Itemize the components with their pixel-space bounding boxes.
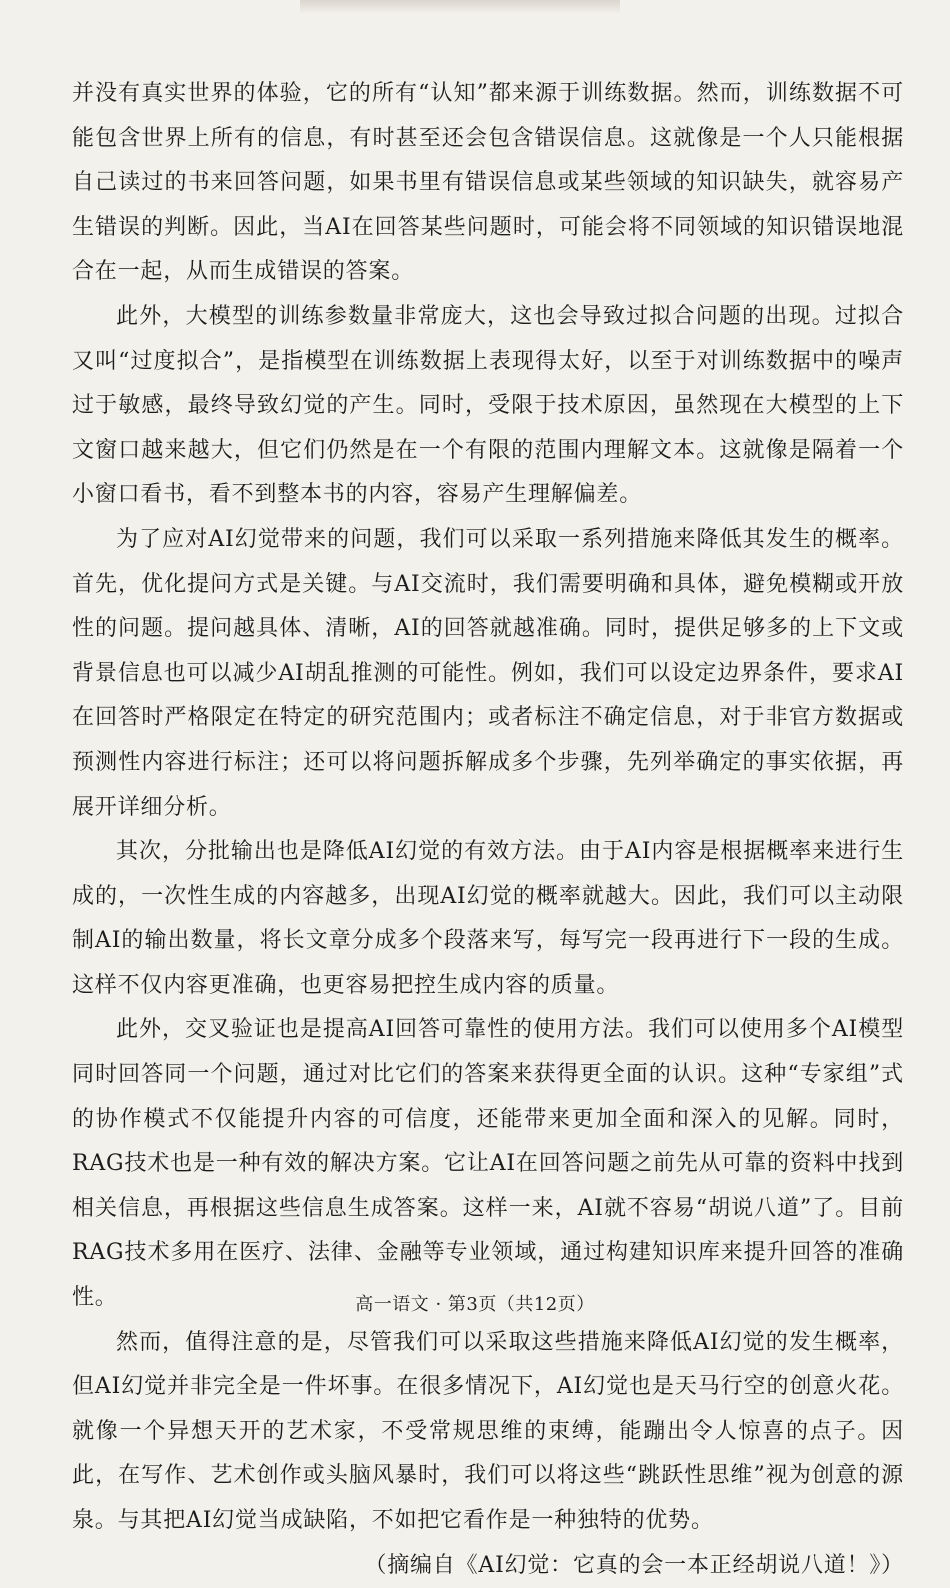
scan-shadow	[300, 0, 620, 14]
article-body	[72, 72, 904, 1588]
paragraph-4: 其次，分批输出也是降低AI幻觉的有效方法。由于AI内容是根据概率来进行生成的，一次性生成的内容越多，出现AI幻觉的概率就越大。因此，我们可以主动限制AI的输出数量，将长文章分成多个段落来写，每写完一段再进行下一段的生成。这样不仅内容更准确，也更容易把控生成内容的质量。	[72, 839, 904, 998]
paragraph-2: 此外，大模型的训练参数量非常庞大，这也会导致过拟合问题的出现。过拟合又叫“过度拟合”，是指模型在训练数据上表现得太好，以至于对训练数据中的噪声过于敏感，最终导致幻觉的产生。同时，受限于技术原因，虽然现在大模型的上下文窗口越来越大，但它们仍然是在一个有限的范围内理解文本。这就像是隔着一个小窗口看书，看不到整本书的内容，容易产生理解偏差。	[72, 303, 904, 508]
page-footer: 高一语文 · 第3页（共12页）	[355, 1294, 595, 1315]
source-citation: （摘编自《AI幻觉：它真的会一本正经胡说八道！》）	[364, 1552, 904, 1578]
paragraph-5: 此外，交叉验证也是提高AI回答可靠性的使用方法。我们可以使用多个AI模型同时回答同一个问题，通过对比它们的答案来获得更全面的认识。这种“专家组”式的协作模式不仅能提升内容的可信度，还能带来更加全面和深入的见解。同时，RAG技术也是一种有效的解决方案。它让AI在回答问题之前先从可靠的资料中找到相关信息，再根据这些信息生成答案。这样一来，AI就不容易“胡说八道”了。目前RAG技术多用在医疗、法律、金融等专业领域，通过构建知识库来提升回答的准确性。	[72, 1017, 904, 1311]
paragraph-3: 为了应对AI幻觉带来的问题，我们可以采取一系列措施来降低其发生的概率。首先，优化提问方式是关键。与AI交流时，我们需要明确和具体，避免模糊或开放性的问题。提问越具体、清晰，AI的回答就越准确。同时，提供足够多的上下文或背景信息也可以减少AI胡乱推测的可能性。例如，我们可以设定边界条件，要求AI在回答时严格限定在特定的研究范围内；或者标注不确定信息，对于非官方数据或预测性内容进行标注；还可以将问题拆解成多个步骤，先列举确定的事实依据，再展开详细分析。	[72, 526, 904, 820]
paragraph-1: 并没有真实世界的体验，它的所有“认知”都来源于训练数据。然而，训练数据不可能包含世界上所有的信息，有时甚至还会包含错误信息。这就像是一个人只能根据自己读过的书来回答问题，如果书里有错误信息或某些领域的知识缺失，就容易产生错误的判断。因此，当AI在回答某些问题时，可能会将不同领域的知识错误地混合在一起，从而生成错误的答案。	[72, 81, 904, 285]
paragraph-6: 然而，值得注意的是，尽管我们可以采取这些措施来降低AI幻觉的发生概率，但AI幻觉并非完全是一件坏事。在很多情况下，AI幻觉也是天马行空的创意火花。就像一个异想天开的艺术家，不受常规思维的束缚，能蹦出令人惊喜的点子。因此，在写作、艺术创作或头脑风暴时，我们可以将这些“跳跃性思维”视为创意的源泉。与其把AI幻觉当成缺陷，不如把它看作是一种独特的优势。	[72, 1329, 904, 1533]
